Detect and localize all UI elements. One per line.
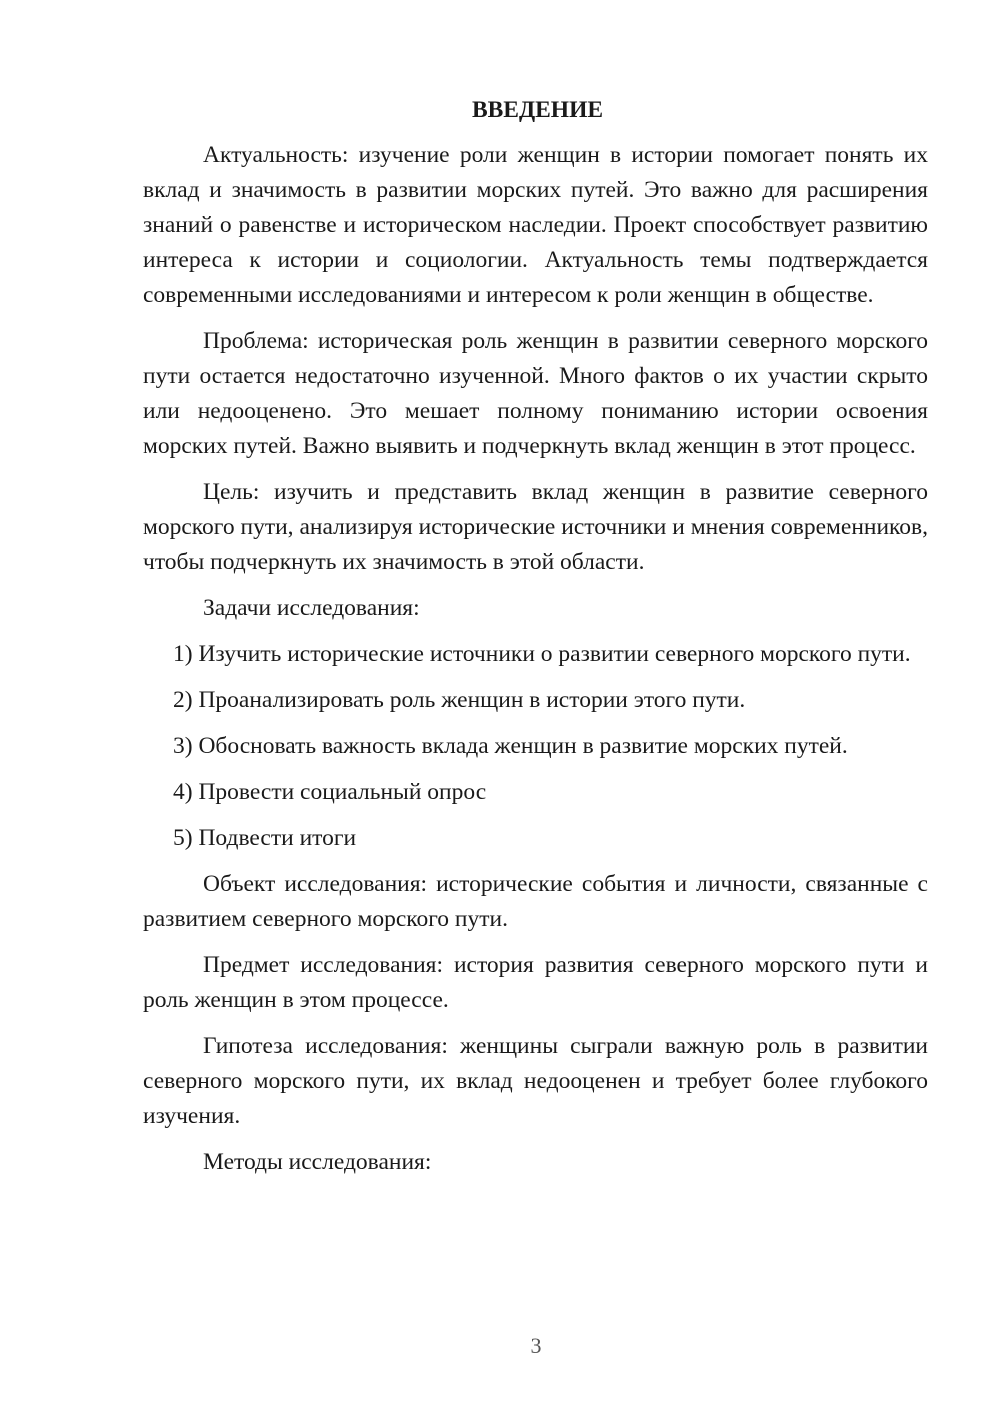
goal-paragraph: Цель: изучить и представить вклад женщин в развитие северного морского пути, анализируя исторические источники и мнения современников, чтобы подчеркнуть их значимость в этой области.: [143, 479, 928, 575]
section-title: ВВЕДЕНИЕ: [471, 97, 604, 123]
tasks-heading: Задачи исследования:: [203, 595, 420, 621]
methods-heading: Методы исследования:: [203, 1149, 432, 1175]
hypothesis-paragraph: Гипотеза исследования: женщины сыграли важную роль в развитии северного морского пути, их вклад недооценен и требует более глубокого изучения.: [143, 1033, 928, 1129]
task-item: 2) Проанализировать роль женщин в истории этого пути.: [173, 687, 746, 713]
task-item: 3) Обосновать важность вклада женщин в развитие морских путей.: [173, 733, 848, 759]
relevance-paragraph: Актуальность: изучение роли женщин в истории помогает понять их вклад и значимость в развитии морских путей. Это важно для расширения знаний о равенстве и историческом наследии. Проект способствует развитию интереса к истории и социологии. Актуальность темы подтверждается современными исследованиями и интересом к роли женщин в обществе.: [143, 142, 928, 308]
subject-paragraph: Предмет исследования: история развития северного морского пути и роль женщин в этом процессе.: [143, 952, 928, 1013]
task-item: 4) Провести социальный опрос: [173, 779, 487, 805]
task-item: 5) Подвести итоги: [173, 825, 357, 851]
page-number: 3: [530, 1333, 542, 1358]
task-item: 1) Изучить исторические источники о развитии северного морского пути.: [173, 641, 911, 667]
object-paragraph: Объект исследования: исторические события и личности, связанные с развитием северного морского пути.: [143, 871, 928, 932]
document-body: [143, 92, 928, 1191]
tasks-list: [143, 637, 928, 856]
problem-paragraph: Проблема: историческая роль женщин в развитии северного морского пути остается недостаточно изученной. Много фактов о их участии скрыто или недооценено. Это мешает полному пониманию истории освоения морских путей. Важно выявить и подчеркнуть вклад женщин в этот процесс.: [143, 328, 928, 459]
